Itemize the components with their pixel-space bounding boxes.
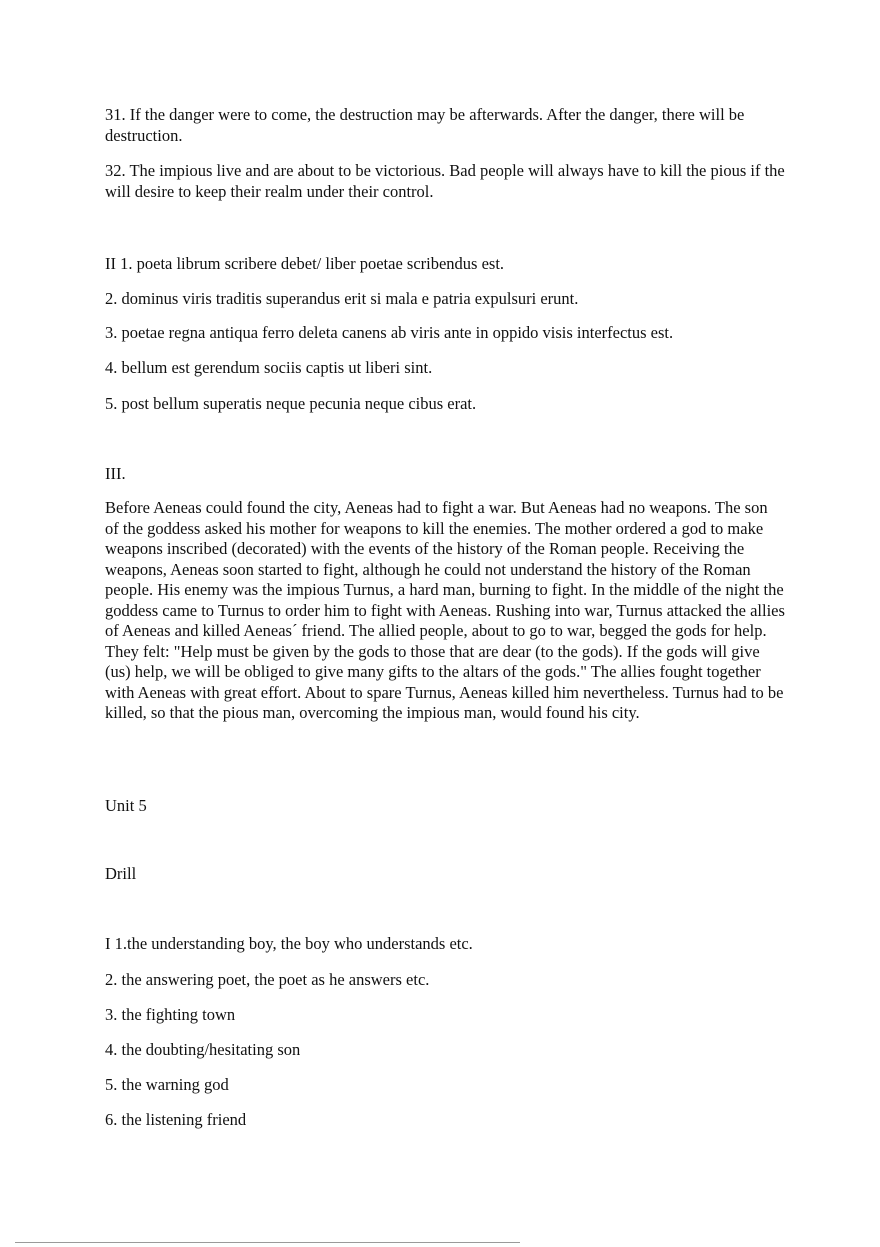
item-32: 32. The impious live and are about to be victorious. Bad people will always have to kill the pious if the will desire to keep their realm under their control. [105,161,785,201]
drill-item-3: 3. the fighting town [105,1005,236,1024]
section-iii-heading: III. [105,464,126,483]
drill-item-5: 5. the warning god [105,1075,229,1094]
drill-item-1: I 1.the understanding boy, the boy who understands etc. [105,934,473,953]
drill-heading: Drill [105,864,137,883]
section-iii-paragraph: Before Aeneas could found the city, Aeneas had to fight a war. But Aeneas had no weapons. The son of the goddess asked his mother for weapons to kill the enemies. The mother ordered a god to make weapons inscribed (decorated) with the events of the history of the Roman people. Receiving the weapons, Aeneas soon started to fight, although he could not understand the history of the Roman people. His enemy was the impious Turnus, a hard man, burning to fight. In the middle of the night the goddess came to Turnus to order him to fight with Aeneas. Rushing into war, Turnus attacked the allies of Aeneas and killed Aeneas´ friend. The allied people, about to go to war, begged the gods for help. They felt: "Help must be given by the gods to those that are dear (to the gods). If the gods will give (us) help, we will be obliged to give many gifts to the altars of the gods." The allies fought together with Aeneas with great effort. About to spare Turnus, Aeneas killed him nevertheless. Turnus had to be killed, so that the pious man, overcoming the impious man, would found his city. [105,498,785,722]
drill-item-4: 4. the doubting/hesitating son [105,1040,301,1059]
latin-item-3: 3. poetae regna antiqua ferro deleta canens ab viris ante in oppido visis interfectus est. [105,323,674,342]
latin-item-2: 2. dominus viris traditis superandus erit si mala e patria expulsuri erunt. [105,289,579,308]
latin-item-4: 4. bellum est gerendum sociis captis ut liberi sint. [105,358,433,377]
drill-item-2: 2. the answering poet, the poet as he answers etc. [105,970,430,989]
latin-item-5: 5. post bellum superatis neque pecunia neque cibus erat. [105,394,477,413]
latin-item-1: II 1. poeta librum scribere debet/ liber poetae scribendus est. [105,254,505,273]
footer-divider [15,1242,520,1243]
item-31: 31. If the danger were to come, the destruction may be afterwards. After the danger, there will be destruction. [105,105,745,145]
unit-title: Unit 5 [105,796,147,815]
drill-item-6: 6. the listening friend [105,1110,247,1129]
